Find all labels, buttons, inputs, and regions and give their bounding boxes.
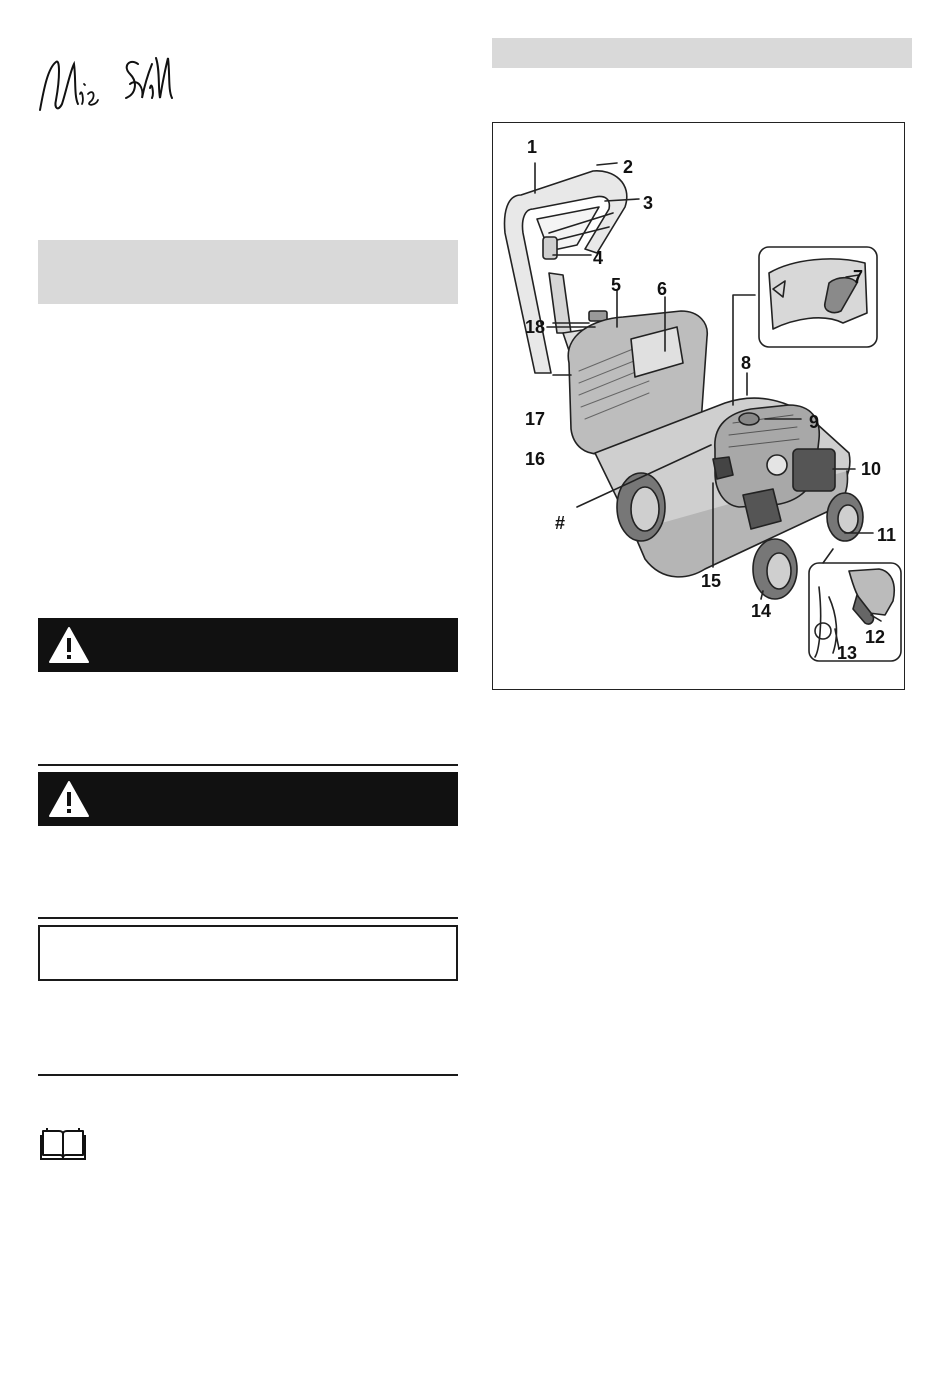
callout-9: 9	[809, 412, 820, 432]
callout-10: 10	[861, 459, 882, 479]
open-book-icon	[40, 1126, 86, 1160]
warning-band-2	[38, 772, 458, 826]
callout-8: 8	[741, 353, 752, 373]
callout-5: 5	[611, 275, 622, 295]
warning-triangle-icon	[48, 626, 90, 664]
divider-rule	[38, 1074, 458, 1076]
callout-1: 1	[527, 137, 538, 157]
callout-16: 16	[525, 449, 546, 469]
callout-11: 11	[877, 525, 897, 545]
callout-13: 13	[837, 643, 858, 663]
callout-12: 12	[865, 627, 886, 647]
grey-heading-band	[38, 240, 458, 304]
callout-3: 3	[643, 193, 654, 213]
lawn-mower-illustration	[493, 123, 904, 689]
signature	[34, 48, 184, 128]
callout-17: 17	[525, 409, 546, 429]
callout-18: 18	[525, 317, 546, 337]
divider-rule	[38, 764, 458, 766]
callout-15: 15	[701, 571, 722, 591]
callout-6: 6	[657, 279, 668, 299]
callout-4: 4	[593, 248, 604, 268]
callout-hash: #	[555, 513, 566, 533]
grey-heading-band	[492, 38, 912, 68]
warning-triangle-icon	[48, 780, 90, 818]
warning-band-1	[38, 618, 458, 672]
mower-figure-frame	[492, 122, 905, 690]
callout-7: 7	[853, 267, 864, 287]
notice-box	[38, 925, 458, 981]
callout-14: 14	[751, 601, 772, 621]
divider-rule	[38, 917, 458, 919]
callout-2: 2	[623, 157, 634, 177]
